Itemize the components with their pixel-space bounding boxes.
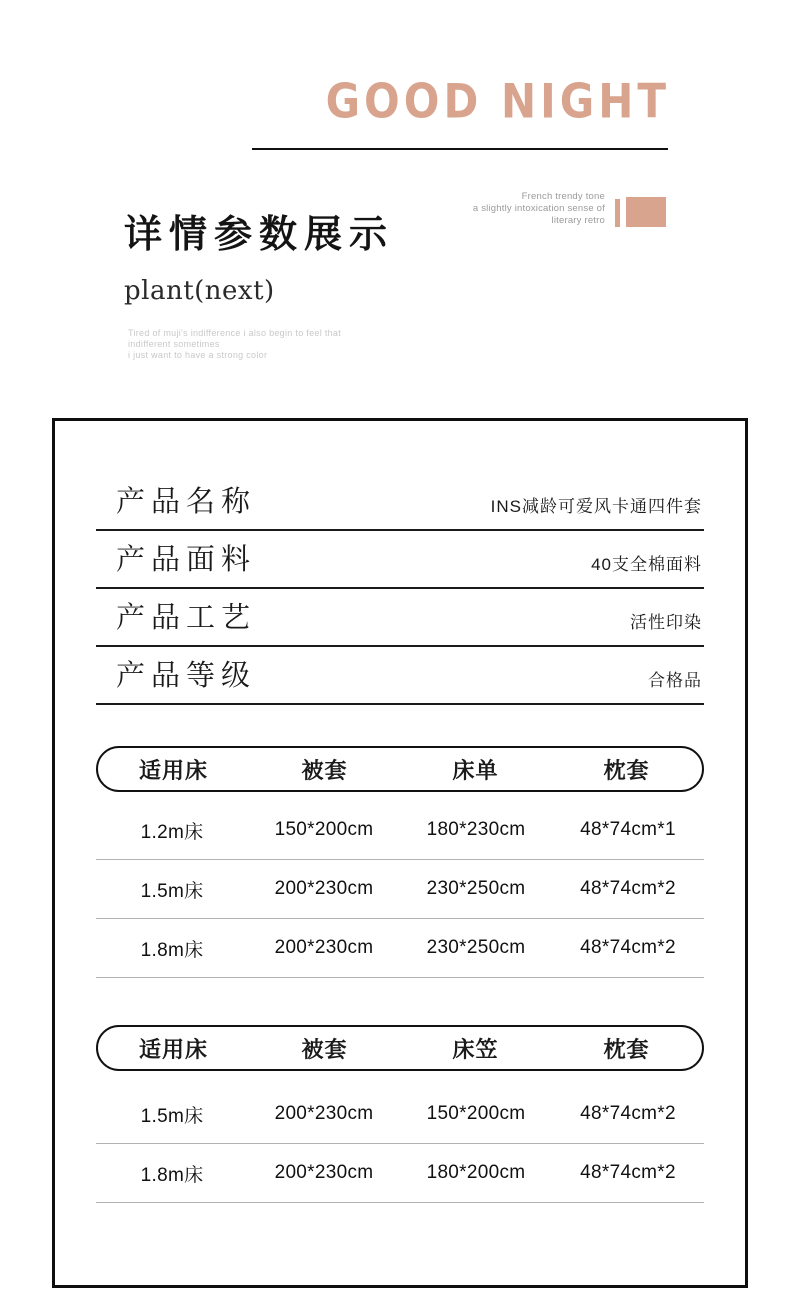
spec-label: 产品等级 [116, 660, 257, 692]
table-row [96, 860, 704, 919]
header-cell: 被套 [301, 1036, 348, 1062]
table-cell: 48*74cm*2 [580, 1103, 676, 1124]
spec-label: 产品工艺 [116, 602, 257, 634]
tagline [473, 191, 605, 227]
header-cell: 枕套 [603, 1036, 650, 1062]
brand-wordmark: GOOD NIGHT [325, 74, 670, 129]
table-cell: 1.5m床 [140, 880, 204, 902]
table-cell: 1.8m床 [140, 1164, 204, 1186]
table-cell: 150*200cm [274, 819, 374, 840]
table-cell: 1.8m床 [140, 939, 204, 961]
table-cell: 48*74cm*2 [580, 1162, 676, 1183]
spec-row [96, 531, 704, 589]
table-cell: 180*230cm [426, 819, 526, 840]
table-cell: 200*230cm [274, 1162, 374, 1183]
spec-row [96, 589, 704, 647]
table-cell: 48*74cm*2 [580, 878, 676, 899]
note-text-line: indifferent sometimes [128, 339, 220, 349]
spec-value: 合格品 [648, 671, 702, 690]
table-cell: 1.5m床 [140, 1105, 204, 1127]
size-table-header [96, 1025, 704, 1071]
size-table-header [96, 746, 704, 792]
spec-value: 40支全棉面料 [591, 555, 702, 574]
size-table-fitted-sheet [96, 1025, 704, 1203]
page-title: 详情参数展示 [124, 214, 395, 256]
accent-bar [615, 199, 620, 227]
table-cell: 48*74cm*2 [580, 937, 676, 958]
size-table-flat-sheet [96, 746, 704, 978]
table-row [96, 919, 704, 978]
note-text-line: i just want to have a strong color [128, 350, 268, 360]
wordmark-underline [252, 148, 668, 150]
spec-panel [52, 418, 748, 1288]
accent-block [626, 197, 666, 227]
table-cell: 200*230cm [274, 878, 374, 899]
page-subtitle: plant(next) [124, 276, 275, 306]
table-cell: 230*250cm [426, 937, 526, 958]
table-cell: 1.2m床 [140, 821, 204, 843]
note-text-line: Tired of muji's indifference i also begin to feel that [128, 328, 342, 338]
spec-value: 活性印染 [630, 613, 702, 632]
spec-label: 产品面料 [116, 544, 257, 576]
spec-row [96, 647, 704, 705]
table-cell: 230*250cm [426, 878, 526, 899]
tagline-line: French trendy tone [521, 191, 605, 202]
header-cell: 适用床 [138, 1036, 208, 1062]
spec-row [96, 473, 704, 531]
note-text [128, 328, 341, 361]
header-cell: 床笠 [452, 1036, 499, 1062]
spec-list [96, 473, 704, 705]
spec-label: 产品名称 [116, 486, 257, 518]
table-cell: 200*230cm [274, 937, 374, 958]
header-cell: 适用床 [138, 757, 208, 783]
table-row [96, 1085, 704, 1144]
table-row [96, 801, 704, 860]
header-cell: 床单 [452, 757, 499, 783]
spec-value: INS减龄可爱风卡通四件套 [490, 497, 702, 516]
table-cell: 180*200cm [426, 1162, 526, 1183]
header-cell: 被套 [301, 757, 348, 783]
table-row [96, 1144, 704, 1203]
table-cell: 200*230cm [274, 1103, 374, 1124]
table-cell: 150*200cm [426, 1103, 526, 1124]
header-cell: 枕套 [603, 757, 650, 783]
tagline-line: literary retro [551, 215, 605, 226]
tagline-line: a slightly intoxication sense of [472, 203, 605, 214]
table-cell: 48*74cm*1 [580, 819, 676, 840]
